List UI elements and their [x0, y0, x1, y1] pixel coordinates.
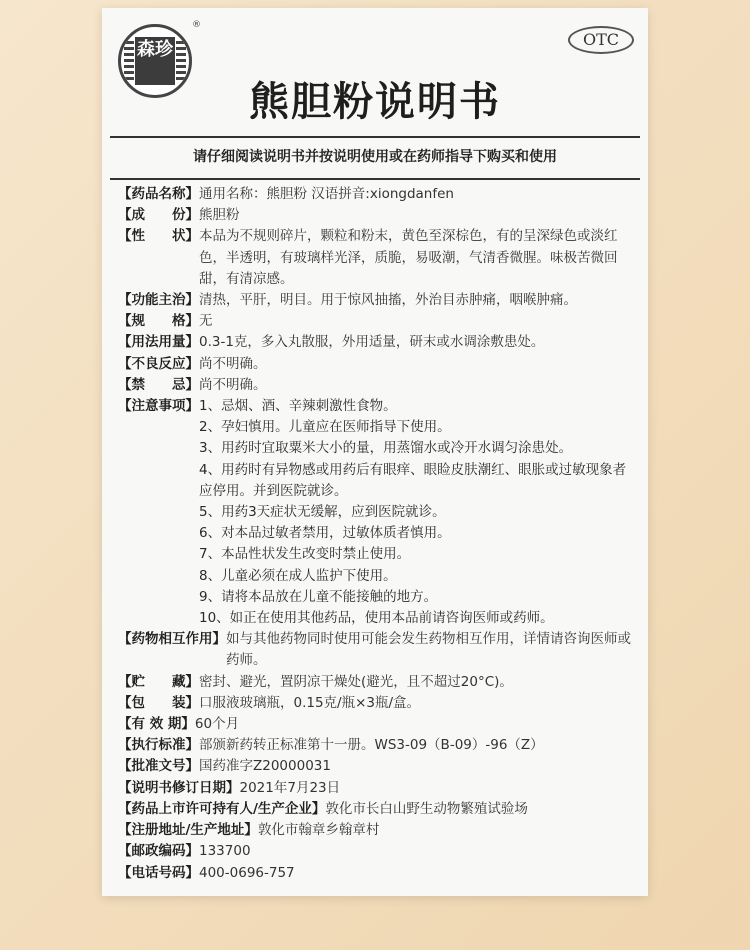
field-label: 【执行标准】: [118, 737, 199, 754]
field-label: 【成 份】: [118, 207, 199, 224]
notes-list: [199, 396, 638, 629]
field-label: 【性 状】: [118, 228, 199, 245]
field-phone: [118, 863, 638, 884]
field-label: 【不良反应】: [118, 355, 199, 372]
field-ingredient: [118, 205, 638, 226]
list-item: 1、忌烟、酒、辛辣刺激性食物。: [199, 398, 397, 415]
field-value: 部颁新药转正标准第十一册。WS3-09（B-09）-96（Z）: [199, 737, 544, 754]
field-adverse: [118, 354, 638, 375]
list-item: 8、儿童必须在成人监护下使用。: [199, 567, 397, 584]
list-item: 10、如正在使用其他药品，使用本品前请咨询医师或药师。: [199, 610, 554, 627]
field-label: 【电话号码】: [118, 864, 199, 881]
field-value: 本品为不规则碎片，颗粒和粉末，黄色至深棕色，有的呈深绿色或淡红色，半透明，有玻璃样光泽，质脆，易吸潮，气清香微腥。味极苦微回甜，有清凉感。: [199, 228, 618, 287]
list-item: 6、对本品过敏者禁用，过敏体质者慎用。: [199, 525, 451, 542]
field-postcode: [118, 841, 638, 862]
field-value: 60个月: [194, 716, 240, 733]
field-usage: [118, 332, 638, 353]
field-storage: [118, 672, 638, 693]
otc-badge: OTC: [568, 26, 634, 54]
list-item: 9、请将本品放在儿童不能接触的地方。: [199, 588, 438, 605]
field-approval: [118, 756, 638, 777]
list-item: 2、孕妇慎用。儿童应在医师指导下使用。: [199, 419, 451, 436]
field-value: 清热，平肝，明目。用于惊风抽搐，外治目赤肿痛，咽喉肿痛。: [199, 292, 577, 309]
field-label: 【邮政编码】: [118, 843, 199, 860]
field-value: 敦化市长白山野生动物繁殖试验场: [325, 800, 528, 817]
field-label: 【药物相互作用】: [118, 631, 226, 648]
field-label: 【禁 忌】: [118, 376, 199, 393]
field-package: [118, 693, 638, 714]
field-value: 无: [199, 313, 213, 330]
leaflet-body: [118, 184, 638, 884]
field-value: 口服液玻璃瓶，0.15克/瓶×3瓶/盒。: [199, 694, 421, 711]
field-label: 【批准文号】: [118, 758, 199, 775]
field-label: 【功能主治】: [118, 292, 199, 309]
logo-brand-text: 森珍: [135, 37, 175, 85]
field-revision: [118, 778, 638, 799]
field-value: 尚不明确。: [199, 376, 267, 393]
field-address: [118, 820, 638, 841]
page-title: 熊胆粉说明书: [249, 79, 501, 125]
field-interaction: [118, 629, 638, 671]
field-label: 【贮 藏】: [118, 673, 199, 690]
registered-mark: ®: [192, 20, 201, 30]
field-name: [118, 184, 638, 205]
usage-notice: 请仔细阅读说明书并按说明使用或在药师指导下购买和使用: [193, 149, 557, 165]
field-label: 【注意事项】: [118, 398, 199, 415]
leaflet-paper: [102, 8, 648, 896]
field-value: 133700: [199, 843, 251, 860]
field-notes: [118, 396, 638, 629]
field-value: 400-0696-757: [199, 864, 295, 881]
divider-top: [110, 136, 640, 138]
field-value: 2021年7月23日: [239, 779, 341, 796]
field-validity: [118, 714, 638, 735]
field-value: 尚不明确。: [199, 355, 267, 372]
divider-bottom: [110, 178, 640, 180]
field-value: 熊胆粉: [199, 207, 240, 224]
field-value: 密封、避光，置阴凉干燥处(避光，且不超过20°C)。: [199, 673, 513, 690]
field-taboo: [118, 375, 638, 396]
field-label: 【说明书修订日期】: [118, 779, 240, 796]
field-standard: [118, 735, 638, 756]
field-holder: [118, 799, 638, 820]
field-value: 通用名称：熊胆粉 汉语拼音:xiongdanfen: [199, 186, 454, 202]
field-label: 【用法用量】: [118, 334, 199, 351]
field-label: 【包 装】: [118, 694, 199, 711]
field-value: 国药准字Z20000031: [199, 758, 331, 775]
field-label: 【药品名称】: [118, 186, 199, 202]
field-property: [118, 226, 638, 290]
field-label: 【注册地址/生产地址】: [118, 822, 258, 839]
field-value: 如与其他药物同时使用可能会发生药物相互作用，详情请咨询医师或药师。: [226, 631, 631, 669]
field-value: 0.3-1克，多入丸散服，外用适量，研末或水调涂敷患处。: [199, 334, 545, 351]
list-item: 4、用药时有异物感或用药后有眼痒、眼睑皮肤潮红、眼胀或过敏现象者应停用。并到医院就诊。: [199, 461, 627, 499]
field-label: 【药品上市许可持有人/生产企业】: [118, 800, 326, 817]
list-item: 5、用药3天症状无缓解，应到医院就诊。: [199, 504, 446, 521]
field-function: [118, 290, 638, 311]
list-item: 7、本品性状发生改变时禁止使用。: [199, 546, 411, 563]
field-value: 敦化市翰章乡翰章村: [257, 822, 380, 839]
field-label: 【有 效 期】: [118, 716, 195, 733]
list-item: 3、用药时宜取粟米大小的量，用蒸馏水或冷开水调匀涂患处。: [199, 440, 573, 457]
field-spec: [118, 311, 638, 332]
field-label: 【规 格】: [118, 313, 199, 330]
